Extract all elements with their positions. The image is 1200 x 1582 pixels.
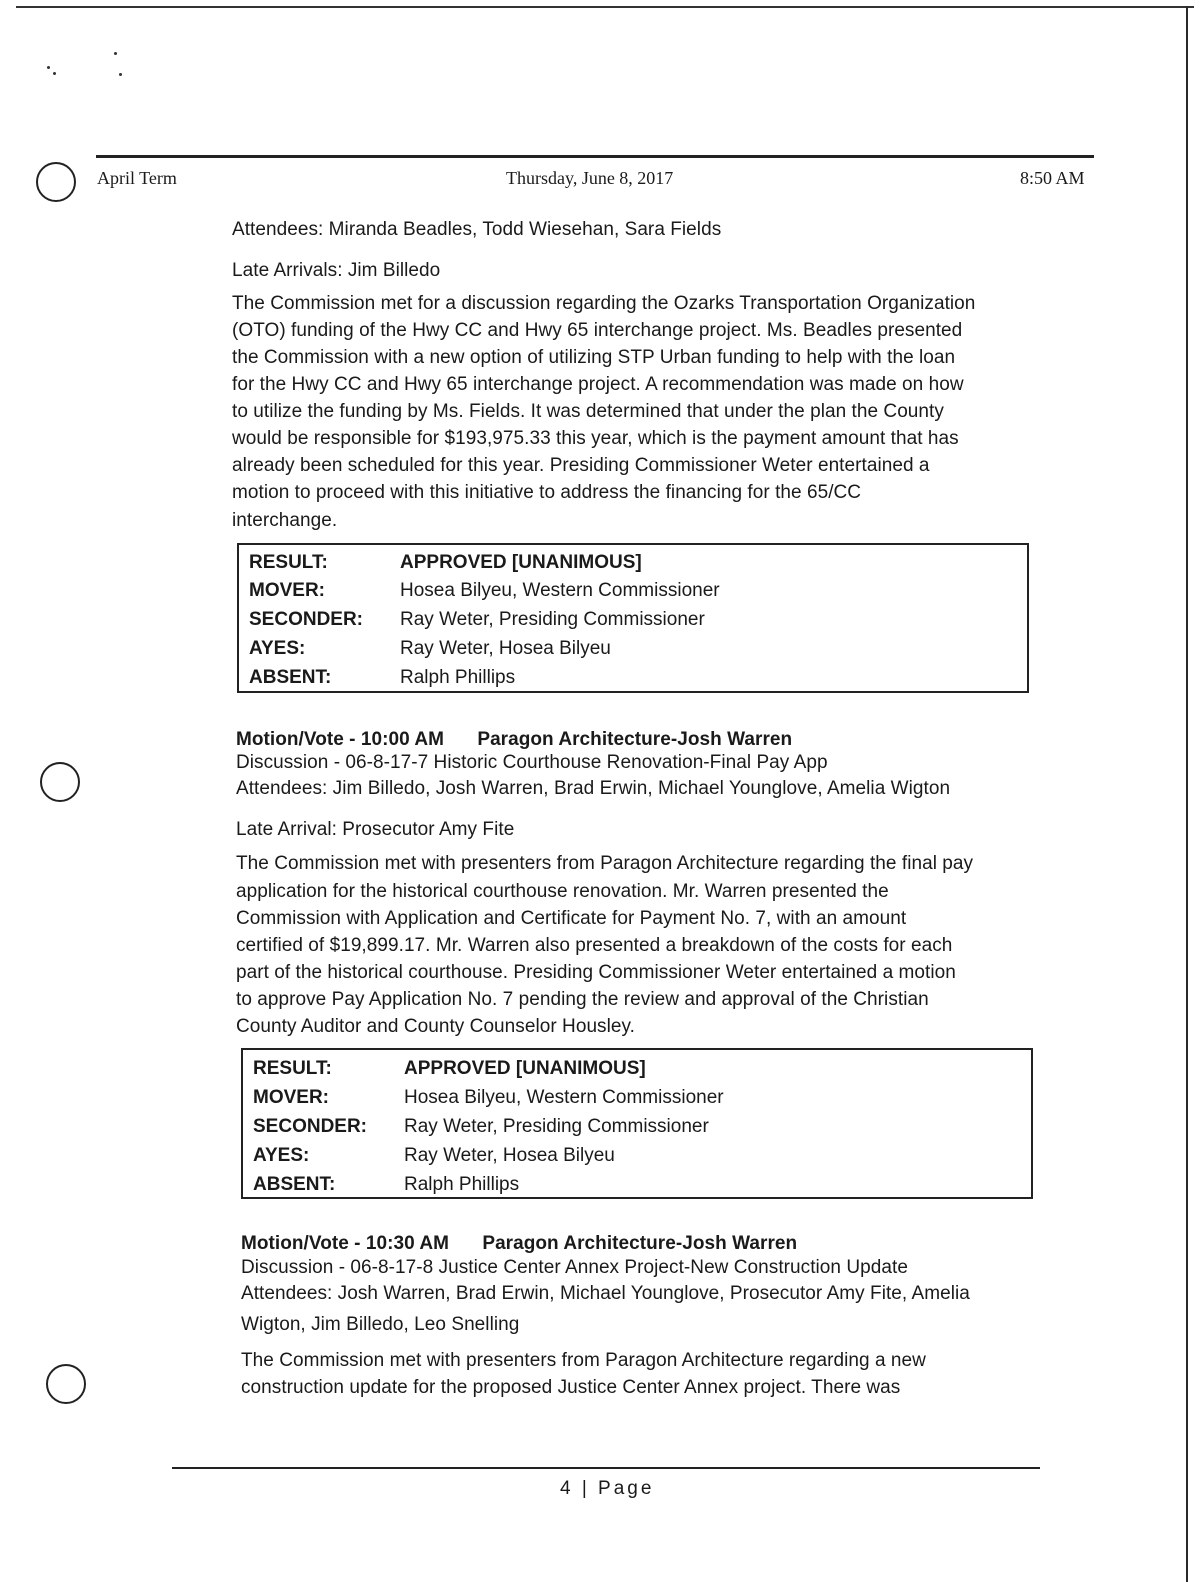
vote-value: Ray Weter, Hosea Bilyeu	[400, 638, 611, 659]
scan-top-border	[16, 6, 1194, 8]
vote-value: Ray Weter, Hosea Bilyeu	[404, 1145, 615, 1166]
paragraph-line: interchange.	[232, 510, 338, 531]
attendees-line: Attendees: Josh Warren, Brad Erwin, Michael Younglove, Prosecutor Amy Fite, Amelia	[241, 1283, 970, 1304]
vote-value: Ray Weter, Presiding Commissioner	[400, 609, 705, 630]
paragraph-line: construction update for the proposed Justice Center Annex project. There was	[241, 1377, 901, 1398]
attendees-line: Wigton, Jim Billedo, Leo Snelling	[241, 1314, 520, 1335]
vote-label: MOVER:	[253, 1087, 329, 1108]
vote-row-mover	[243, 1087, 1031, 1116]
vote-label: SECONDER:	[253, 1116, 368, 1137]
vote-value: Ralph Phillips	[404, 1174, 520, 1195]
vote-label: RESULT:	[249, 552, 328, 573]
vote-value: Hosea Bilyeu, Western Commissioner	[400, 580, 720, 601]
section2-heading	[236, 729, 792, 751]
motion-vote-time: Motion/Vote - 10:30 AM	[241, 1233, 449, 1254]
vote-value: Ray Weter, Presiding Commissioner	[404, 1116, 709, 1137]
header-date: Thursday, June 8, 2017	[506, 168, 674, 188]
vote-value: Hosea Bilyeu, Western Commissioner	[404, 1087, 724, 1108]
vote-row-result	[239, 552, 1027, 581]
page-number: 4 | Page	[560, 1478, 655, 1499]
scan-speck	[119, 73, 122, 76]
attendees-line: Attendees: Miranda Beadles, Todd Wiesehan, Sara Fields	[232, 219, 722, 240]
paragraph-line: to utilize the funding by Ms. Fields. It was determined that under the plan the County	[232, 401, 944, 422]
vote-row-absent	[243, 1174, 1031, 1203]
paragraph-line: part of the historical courthouse. Presiding Commissioner Weter entertained a motion	[236, 962, 956, 983]
paragraph-line: certified of $19,899.17. Mr. Warren also presented a breakdown of the costs for each	[236, 935, 953, 956]
paragraph-line: the Commission with a new option of utilizing STP Urban funding to help with the loan	[232, 347, 956, 368]
paragraph-line: application for the historical courthouse renovation. Mr. Warren presented the	[236, 881, 889, 902]
binder-hole-middle	[40, 762, 80, 802]
paragraph-line: The Commission met with presenters from Paragon Architecture regarding a new	[241, 1350, 926, 1371]
header-term: April Term	[97, 168, 177, 188]
vote-row-seconder	[239, 609, 1027, 638]
vote-value: Ralph Phillips	[400, 667, 516, 688]
paragraph-line: The Commission met for a discussion regarding the Ozarks Transportation Organization	[232, 293, 976, 314]
vote-label: SECONDER:	[249, 609, 364, 630]
paragraph-line: (OTO) funding of the Hwy CC and Hwy 65 interchange project. Ms. Beadles presented	[232, 320, 963, 341]
vote-label: RESULT:	[253, 1058, 332, 1079]
vote-label: ABSENT:	[253, 1174, 336, 1195]
paragraph-line: Commission with Application and Certificate for Payment No. 7, with an amount	[236, 908, 907, 929]
vote-label: AYES:	[249, 638, 306, 659]
vote-label: ABSENT:	[249, 667, 332, 688]
paragraph-line: County Auditor and County Counselor Housley.	[236, 1016, 635, 1037]
vote-row-ayes	[243, 1145, 1031, 1174]
vote-value: APPROVED [UNANIMOUS]	[400, 552, 642, 573]
header-rule	[96, 155, 1094, 158]
scan-speck	[47, 66, 50, 69]
binder-hole-top	[36, 162, 76, 202]
motion-vote-org: Paragon Architecture-Josh Warren	[482, 1233, 798, 1254]
scan-speck	[114, 52, 117, 55]
paragraph-line: The Commission met with presenters from Paragon Architecture regarding the final pay	[236, 853, 974, 874]
footer-rule	[172, 1467, 1040, 1469]
vote-label: MOVER:	[249, 580, 325, 601]
binder-hole-bottom	[46, 1364, 86, 1404]
vote-row-seconder	[243, 1116, 1031, 1145]
paragraph-line: motion to proceed with this initiative to address the financing for the 65/CC	[232, 482, 862, 503]
vote-label: AYES:	[253, 1145, 310, 1166]
header-time: 8:50 AM	[1020, 168, 1085, 188]
late-arrivals-line: Late Arrivals: Jim Billedo	[232, 260, 441, 281]
paragraph-line: to approve Pay Application No. 7 pending the review and approval of the Christian	[236, 989, 929, 1010]
paragraph-line: would be responsible for $193,975.33 this year, which is the payment amount that has	[232, 428, 959, 449]
discussion-line: Discussion - 06-8-17-8 Justice Center Annex Project-New Construction Update	[241, 1257, 908, 1278]
section3-heading	[241, 1233, 797, 1255]
paragraph-line: already been scheduled for this year. Presiding Commissioner Weter entertained a	[232, 455, 930, 476]
late-arrival-line: Late Arrival: Prosecutor Amy Fite	[236, 819, 515, 840]
vote-value: APPROVED [UNANIMOUS]	[404, 1058, 646, 1079]
scan-right-border	[1186, 6, 1188, 1582]
vote-result-table	[237, 543, 1029, 693]
discussion-line: Discussion - 06-8-17-7 Historic Courthouse Renovation-Final Pay App	[236, 752, 828, 773]
vote-row-ayes	[239, 638, 1027, 667]
vote-result-table	[241, 1048, 1033, 1199]
scan-speck	[53, 72, 56, 75]
vote-row-absent	[239, 667, 1027, 696]
motion-vote-org: Paragon Architecture-Josh Warren	[477, 729, 793, 750]
motion-vote-time: Motion/Vote - 10:00 AM	[236, 729, 444, 750]
attendees-line: Attendees: Jim Billedo, Josh Warren, Brad Erwin, Michael Younglove, Amelia Wigton	[236, 778, 951, 799]
vote-row-mover	[239, 580, 1027, 609]
vote-row-result	[243, 1058, 1031, 1087]
paragraph-line: for the Hwy CC and Hwy 65 interchange project. A recommendation was made on how	[232, 374, 964, 395]
